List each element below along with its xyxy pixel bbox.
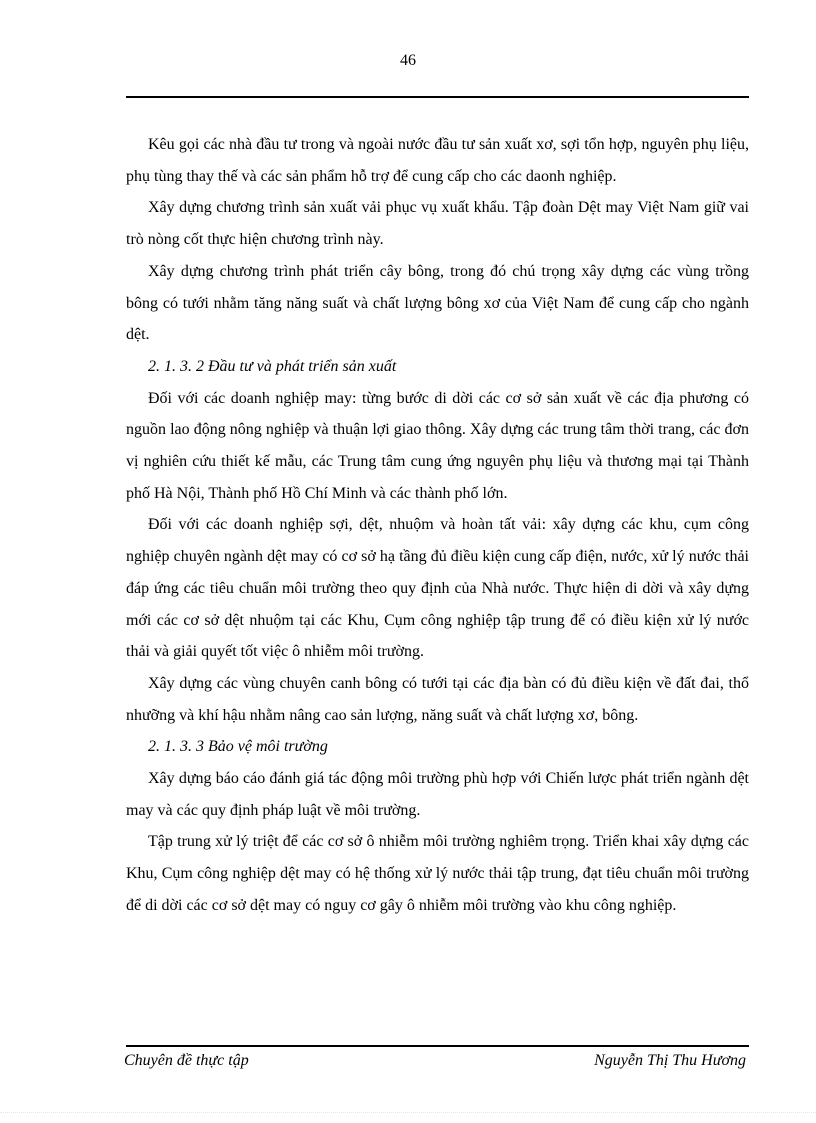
paragraph: Đối với các doanh nghiệp sợi, dệt, nhuộm và hoàn tất vải: xây dựng các khu, cụm công nghiệp chuyên ngành dệt may có cơ sở hạ tầng đủ điều kiện cung cấp điện, nước, xử lý nước thải đáp ứng các tiêu chuẩn môi trường theo quy định của Nhà nước. Thực hiện di dời và xây dựng mới các cơ sở dệt nhuộm tại các Khu, Cụm công nghiệp tập trung để có điều kiện xử lý nước thải và giải quyết tốt việc ô nhiễm môi trường. [126, 516, 749, 661]
paragraph: Xây dựng các vùng chuyên canh bông có tưới tại các địa bàn có đủ điều kiện về đất đai, thổ nhưỡng và khí hậu nhằm nâng cao sản lượng, năng suất và chất lượng xơ, bông. [126, 674, 749, 724]
footer-document-type: Chuyên đề thực tập [124, 1052, 249, 1069]
header-rule [126, 96, 749, 98]
document-body [126, 129, 749, 922]
paragraph: Kêu gọi các nhà đầu tư trong và ngoài nước đầu tư sản xuất xơ, sợi tổn hợp, nguyên phụ liệu, phụ tùng thay thế và các sản phẩm hỗ trợ để cung cấp cho các daonh nghiệp. [126, 136, 749, 185]
paragraph: Đối với các doanh nghiệp may: từng bước di dời các cơ sở sản xuất về các địa phương có nguồn lao động nông nghiệp và thuận lợi giao thông. Xây dựng các trung tâm thời trang, các đơn vị nghiên cứu thiết kế mẫu, các Trung tâm cung ứng nguyên phụ liệu và thương mại tại Thành phố Hà Nội, Thành phố Hồ Chí Minh và các thành phố lớn. [126, 389, 749, 502]
page-bottom-border [0, 1112, 816, 1113]
section-heading: 2. 1. 3. 3 Bảo vệ môi trường [148, 738, 328, 756]
footer-rule [126, 1045, 749, 1047]
paragraph: Tập trung xử lý triệt để các cơ sở ô nhiễm môi trường nghiêm trọng. Triển khai xây dựng các Khu, Cụm công nghiệp dệt may có hệ thống xử lý nước thải tập trung, đạt tiêu chuẩn môi trường để di dời các cơ sở dệt may có nguy cơ gây ô nhiễm môi trường vào khu công nghiệp. [126, 833, 749, 914]
section-heading: 2. 1. 3. 2 Đầu tư và phát triển sản xuất [148, 357, 397, 375]
paragraph: Xây dựng chương trình sản xuất vải phục vụ xuất khẩu. Tập đoàn Dệt may Việt Nam giữ vai trò nòng cốt thực hiện chương trình này. [126, 199, 749, 249]
paragraph: Xây dựng chương trình phát triển cây bông, trong đó chú trọng xây dựng các vùng trồng bông có tưới nhằm tăng năng suất và chất lượng bông xơ của Việt Nam để cung cấp cho ngành dệt. [126, 262, 749, 344]
footer-author: Nguyễn Thị Thu Hương [594, 1052, 746, 1069]
page-number: 46 [400, 52, 416, 69]
paragraph: Xây dựng báo cáo đánh giá tác động môi trường phù hợp với Chiến lược phát triển ngành dệt may và các quy định pháp luật về môi trường. [126, 770, 749, 819]
